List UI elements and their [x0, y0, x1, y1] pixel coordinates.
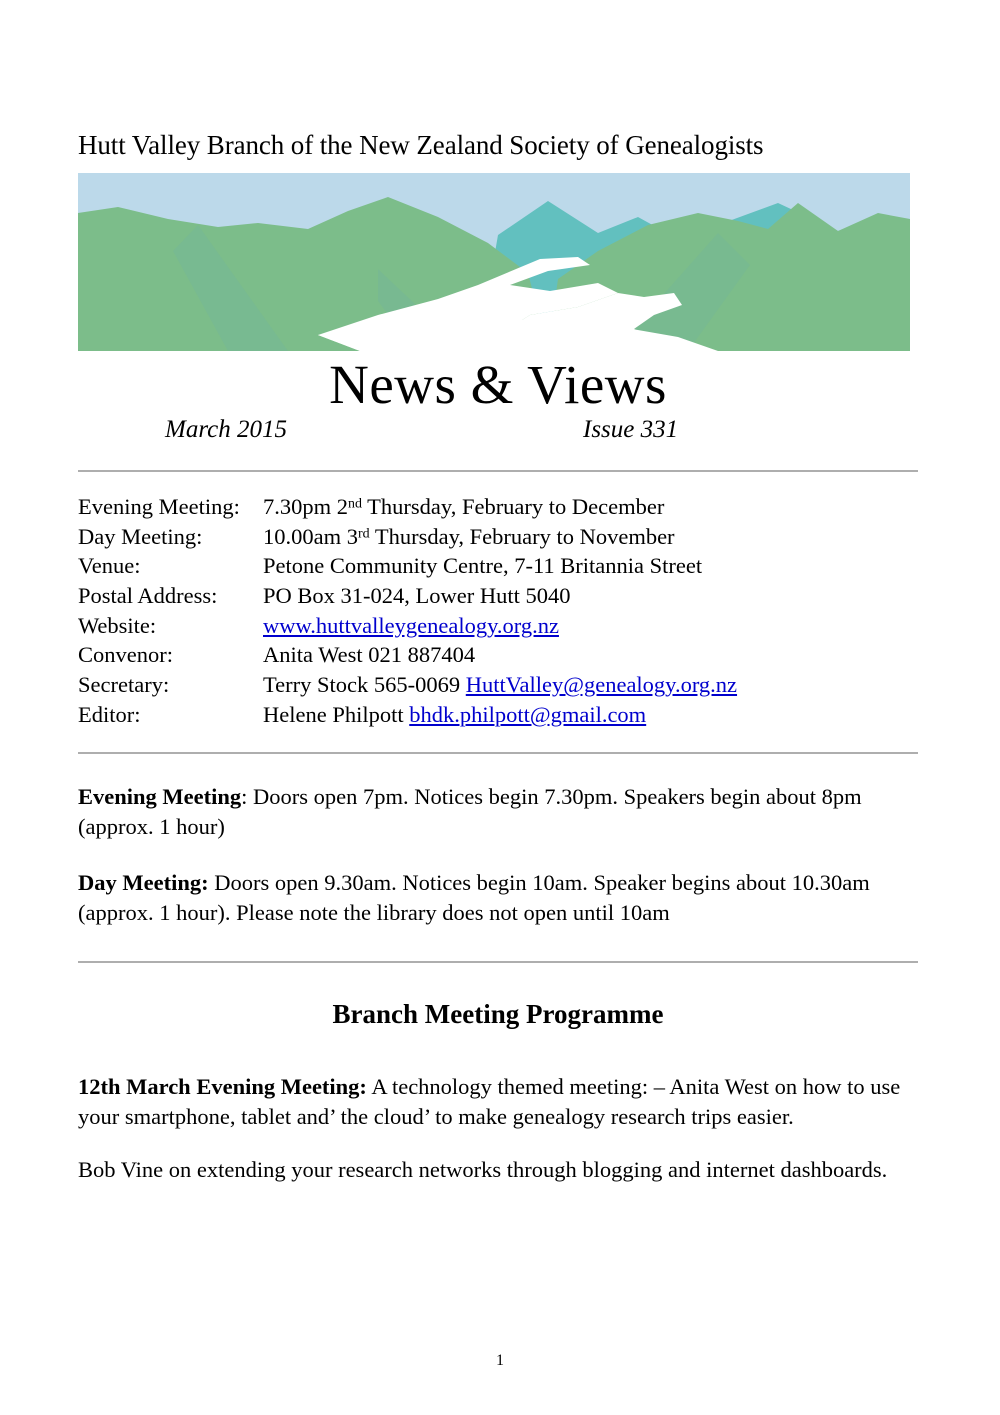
evening-meeting-time: 7.30pm 2 — [263, 494, 349, 520]
contact-value-evening-meeting — [263, 492, 737, 522]
table-row — [78, 492, 737, 522]
table-row — [78, 581, 737, 611]
secretary-email-link[interactable]: HuttValley@genealogy.org.nz — [465, 672, 738, 698]
day-meeting-ordinal: rd — [358, 526, 370, 542]
page-number: 1 — [496, 1352, 504, 1369]
issue-date: March 2015 — [165, 416, 287, 444]
editor-email-link[interactable]: bhdk.philpott@gmail.com — [409, 701, 647, 727]
divider-top — [78, 470, 918, 472]
table-row — [78, 640, 737, 670]
table-row — [78, 670, 737, 700]
programme-item-bob-vine: Bob Vine on extending your research networks through blogging and internet dashboards. — [78, 1156, 888, 1182]
contact-value-day-meeting — [263, 522, 737, 552]
table-row — [78, 700, 737, 730]
organisation-title: Hutt Valley Branch of the New Zealand Society of Genealogists — [78, 130, 764, 160]
page-content — [78, 0, 918, 1185]
contact-label-venue: Venue: — [78, 553, 141, 579]
evening-meeting-period: Thursday, February to December — [361, 494, 665, 520]
day-meeting-note — [78, 868, 918, 928]
programme-item-description: A technology themed meeting: – Anita West on how to use your smartphone, tablet and’ the cloud’ to make genealogy research trips easier. — [78, 1074, 901, 1130]
contact-value-editor — [263, 700, 737, 730]
evening-meeting-note-label: Evening Meeting — [78, 783, 242, 809]
valley-landscape-banner — [78, 173, 910, 351]
contact-label-secretary: Secretary: — [78, 672, 170, 698]
secretary-name-phone: Terry Stock 565-0069 — [263, 672, 466, 698]
contact-label-day-meeting: Day Meeting: — [78, 523, 203, 549]
contact-value-venue: Petone Community Centre, 7-11 Britannia Street — [263, 553, 703, 579]
contact-details-table — [78, 492, 737, 730]
contact-label-postal-address: Postal Address: — [78, 583, 218, 609]
contact-label-editor: Editor: — [78, 701, 141, 727]
publication-title: News & Views — [329, 354, 667, 416]
evening-meeting-ordinal: nd — [348, 496, 362, 512]
contact-label-website: Website: — [78, 612, 157, 638]
issue-line — [78, 416, 918, 454]
contact-value-postal-address: PO Box 31-024, Lower Hutt 5040 — [263, 583, 571, 609]
programme-item-march-evening — [78, 1072, 918, 1133]
day-meeting-note-label: Day Meeting: — [78, 869, 209, 895]
programme-item-date-label: 12th March Evening Meeting: — [78, 1074, 367, 1100]
day-meeting-period: Thursday, February to November — [369, 523, 675, 549]
contact-value-convenor: Anita West 021 887404 — [263, 642, 476, 668]
contact-value-website — [263, 611, 737, 641]
divider-middle — [78, 752, 918, 754]
issue-number: Issue 331 — [583, 416, 679, 444]
day-meeting-note-text: Doors open 9.30am. Notices begin 10am. Speaker begins about 10.30am (approx. 1 hour). Please note the library does not open until 10am — [78, 869, 870, 925]
contact-label-convenor: Convenor: — [78, 642, 173, 668]
contact-value-secretary — [263, 670, 737, 700]
table-row — [78, 611, 737, 641]
evening-meeting-note-text: : Doors open 7pm. Notices begin 7.30pm. Speakers begin about 8pm (approx. 1 hour) — [78, 783, 862, 839]
table-row — [78, 551, 737, 581]
contact-label-evening-meeting: Evening Meeting: — [78, 494, 240, 520]
evening-meeting-note — [78, 782, 918, 842]
table-row — [78, 522, 737, 552]
editor-name: Helene Philpott — [263, 701, 410, 727]
website-link[interactable]: www.huttvalleygenealogy.org.nz — [263, 612, 559, 638]
day-meeting-time: 10.00am 3 — [263, 523, 358, 549]
programme-heading: Branch Meeting Programme — [332, 999, 664, 1030]
